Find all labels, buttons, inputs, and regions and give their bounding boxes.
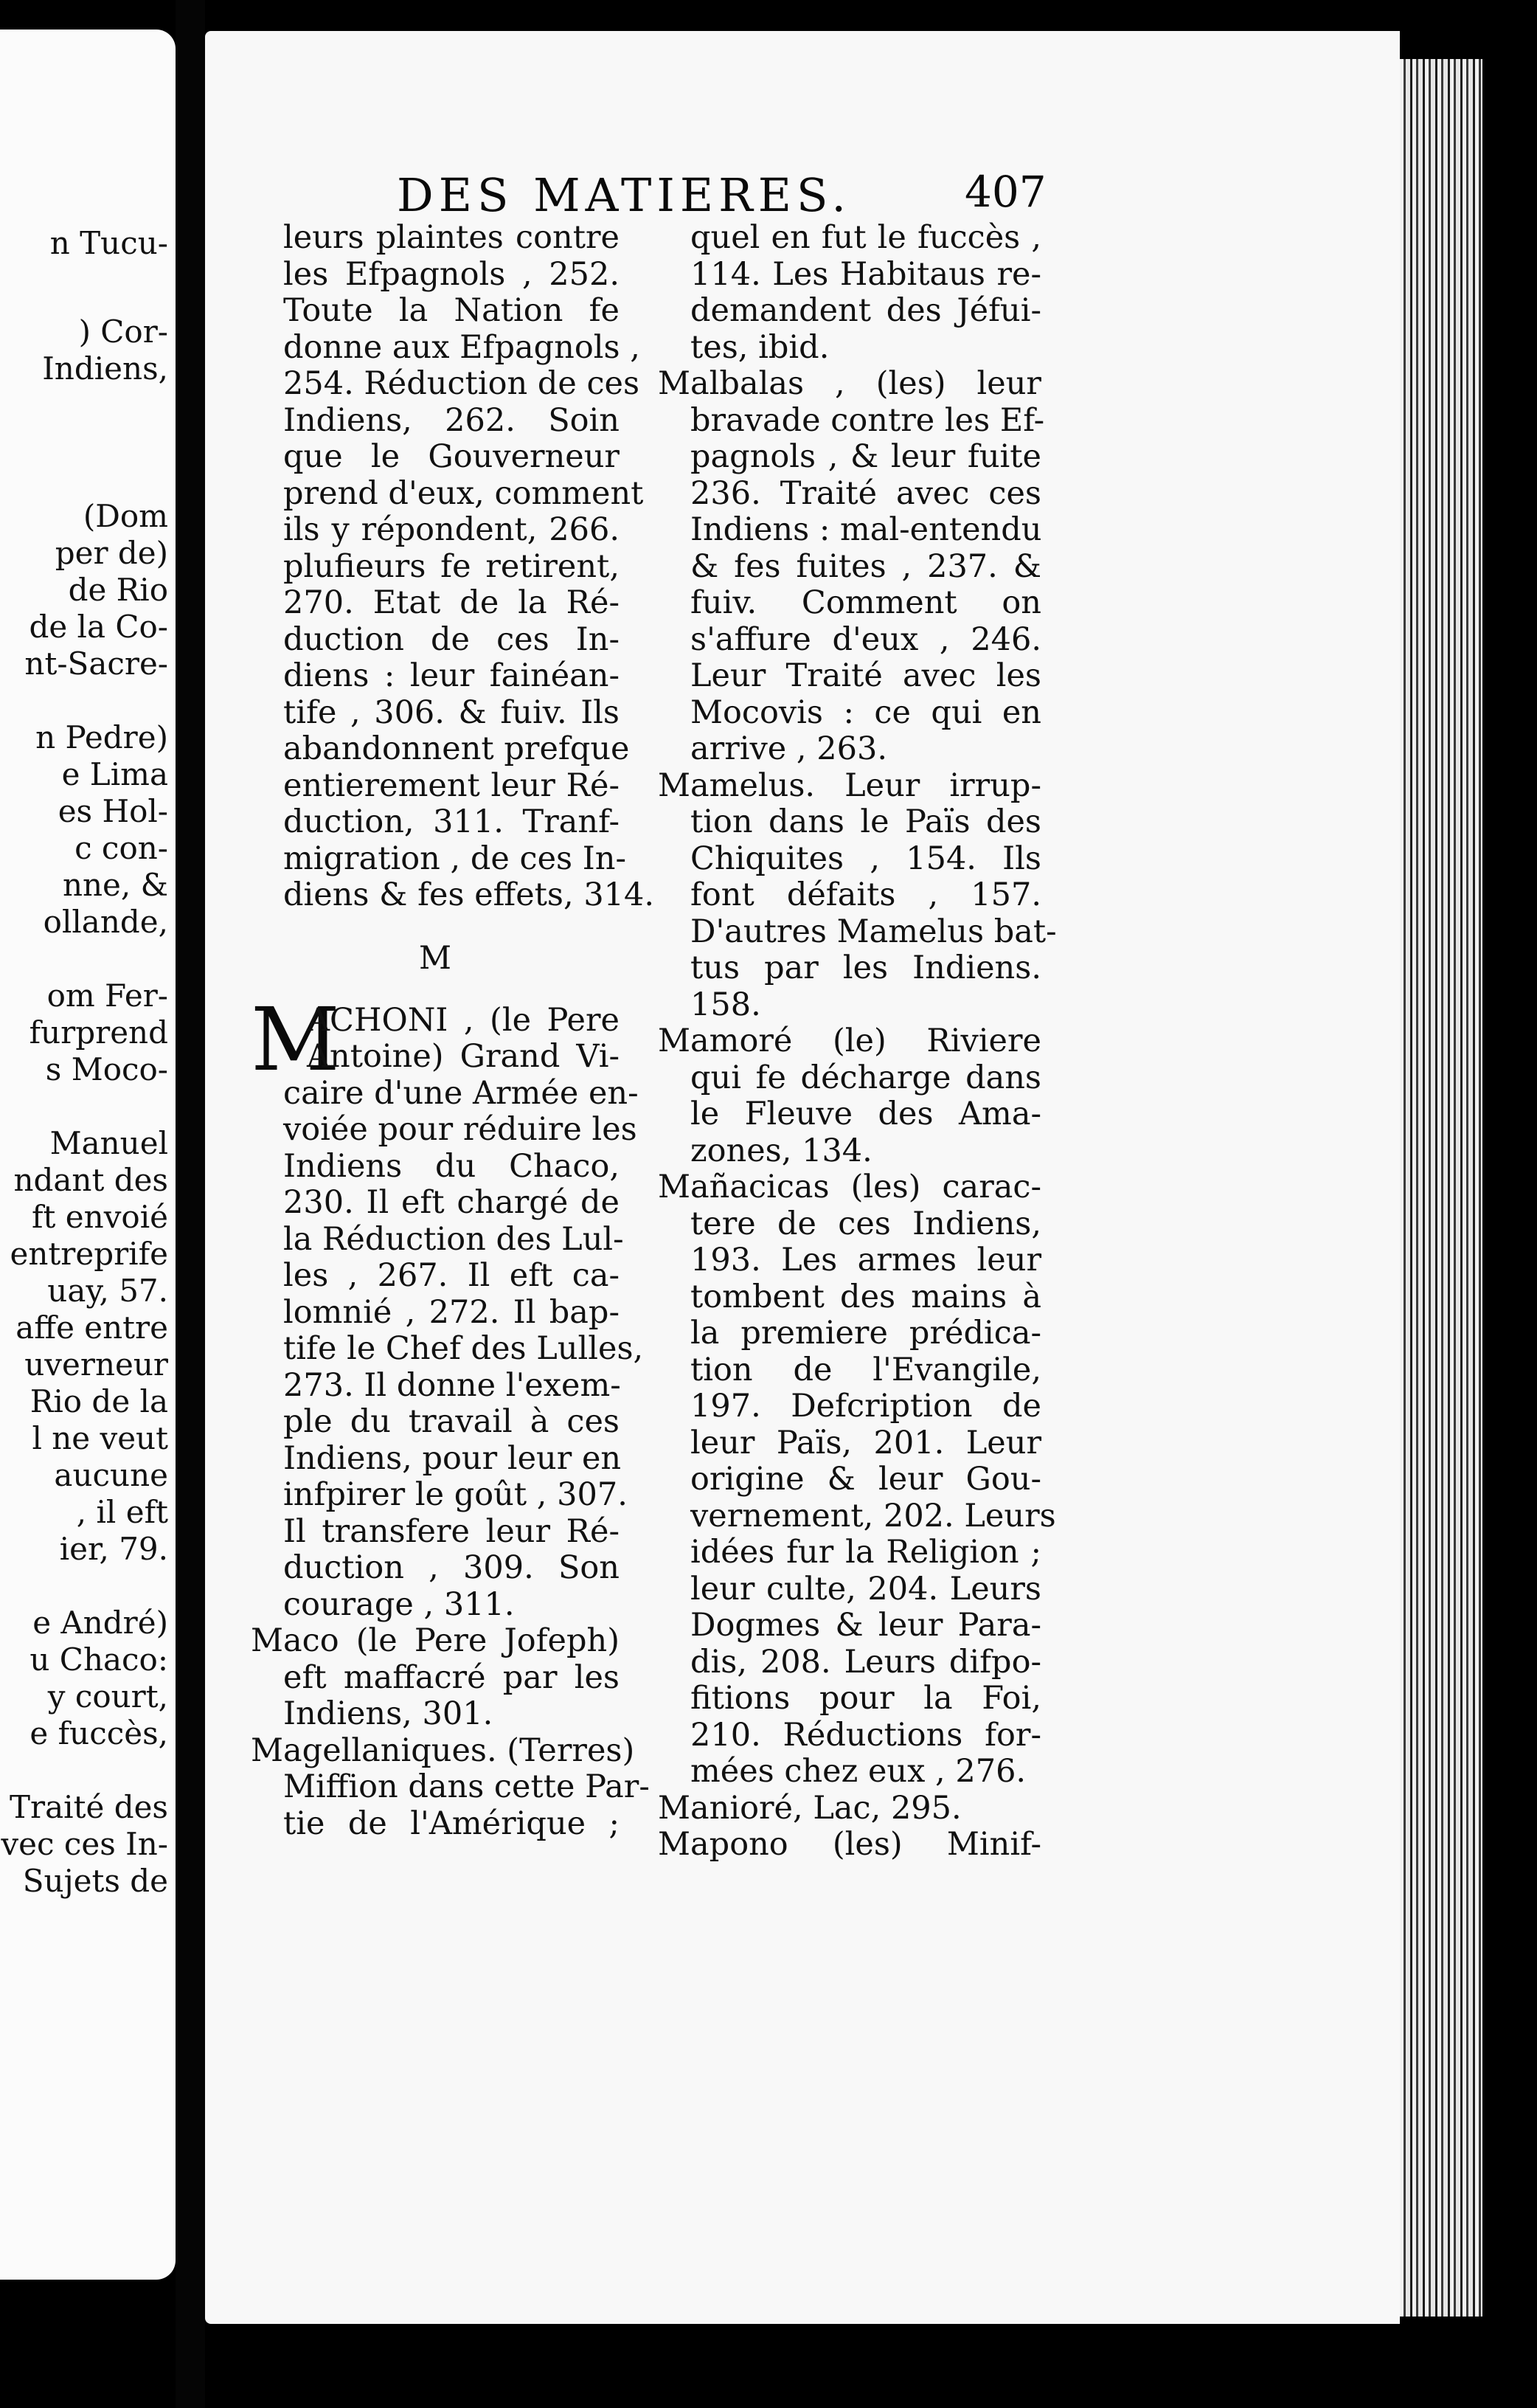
index-line: bravade contre les Ef- — [690, 401, 1045, 439]
index-line: duction, 311. Tranf- — [283, 803, 620, 840]
index-line: prend d'eux, comment — [283, 474, 644, 512]
left-page-line: n Pedre) — [35, 719, 168, 755]
dropcap-entry — [251, 988, 620, 1090]
left-page-line: Indiens, — [42, 350, 168, 387]
index-line: Indiens, 301. — [283, 1695, 493, 1732]
index-line: tes, ibid. — [690, 328, 830, 366]
left-page-line: y court, — [47, 1678, 168, 1715]
index-line: 210. Réductions for- — [690, 1716, 1041, 1754]
index-line: idées fur la Religion ; — [690, 1534, 1041, 1571]
index-line: ils y répondent, 266. — [283, 511, 620, 548]
index-line: Il transfere leur Ré- — [283, 1512, 620, 1550]
left-page-line: es Hol- — [58, 793, 168, 829]
index-line: duction de ces In- — [283, 620, 620, 658]
index-line: infpirer le goût , 307. — [283, 1476, 628, 1513]
left-page-line: de la Co- — [29, 609, 168, 645]
index-line: zones, 134. — [690, 1132, 872, 1169]
index-line: Indiens, 262. Soin — [283, 401, 620, 439]
dropcap-letter: M — [251, 988, 340, 1090]
index-line: tife , 306. & fuiv. Ils — [283, 693, 620, 731]
index-line: tere de ces Indiens, — [690, 1205, 1041, 1242]
left-page-line: Manuel — [49, 1125, 168, 1161]
index-line: donne aux Efpagnols , — [283, 328, 640, 366]
index-line: duction , 309. Son — [283, 1549, 620, 1586]
index-line: Mapono (les) Minif- — [658, 1826, 1041, 1863]
index-line: D'autres Mamelus bat- — [690, 913, 1057, 950]
left-page-line: aucune — [54, 1457, 168, 1493]
index-line: Malbalas , (les) leur — [658, 365, 1041, 402]
index-line: Leur Traité avec les — [690, 657, 1041, 694]
index-line: 114. Les Habitaus re- — [690, 255, 1041, 293]
index-line: voiée pour réduire les — [283, 1111, 637, 1148]
index-line: Maco (le Pere Jofeph) — [251, 1622, 620, 1659]
left-page-line: , il eft — [76, 1494, 168, 1530]
index-line: Dogmes & leur Para- — [690, 1607, 1041, 1644]
left-page-line: nne, & — [62, 867, 168, 903]
book-gutter — [176, 0, 205, 2408]
page-edges — [1400, 59, 1482, 2317]
index-line: 197. Defcription de — [690, 1388, 1041, 1425]
index-line: abandonnent prefque — [283, 730, 630, 767]
index-line: la Réduction des Lul- — [283, 1220, 624, 1258]
left-page-line: s Moco- — [45, 1051, 168, 1087]
index-line: tion dans le Païs des — [690, 803, 1041, 840]
index-line: Mamoré (le) Riviere — [658, 1023, 1041, 1059]
left-page-line: entreprife — [10, 1236, 168, 1272]
index-line: leur Païs, 201. Leur — [690, 1424, 1041, 1461]
left-page-line: nt-Sacre- — [24, 646, 168, 682]
index-line: 273. Il donne l'exem- — [283, 1366, 621, 1404]
index-line: demandent des Jéfui- — [690, 292, 1041, 329]
left-page-line: ollande, — [43, 904, 168, 940]
page-number: 407 — [965, 167, 1047, 217]
left-page-line: vec ces In- — [1, 1826, 168, 1862]
index-column-left — [251, 219, 655, 1842]
index-line: 270. Etat de la Ré- — [283, 584, 620, 621]
index-line: tion de l'Evangile, — [690, 1351, 1041, 1388]
left-page-line: e fuccès, — [30, 1715, 168, 1751]
left-page-line: om Fer- — [46, 978, 168, 1014]
index-line: pagnols , & leur fuite — [690, 438, 1041, 475]
index-line: qui fe décharge dans — [690, 1059, 1041, 1096]
left-page-line: Sujets de — [22, 1863, 168, 1899]
index-line: lomnié , 272. Il bap- — [283, 1293, 620, 1331]
index-line: leur culte, 204. Leurs — [690, 1570, 1041, 1608]
index-line: arrive , 263. — [690, 730, 887, 767]
index-line: tie de l'Amérique ; — [283, 1805, 620, 1842]
left-page-line: uverneur — [24, 1346, 168, 1383]
index-column-right — [658, 219, 1057, 1864]
index-line: courage , 311. — [283, 1585, 515, 1623]
index-line: migration , de ces In- — [283, 840, 626, 877]
index-line: 236. Traité avec ces — [690, 474, 1041, 512]
index-line: diens & fes effets, 314. — [283, 876, 655, 913]
left-page-line: uay, 57. — [47, 1273, 168, 1309]
index-line: les , 267. Il eft ca- — [283, 1257, 620, 1294]
index-line: origine & leur Gou- — [690, 1461, 1041, 1498]
index-line: Manioré, Lac, 295. — [658, 1789, 962, 1827]
left-page-fragment — [0, 30, 176, 2280]
index-line: Toute la Nation fe — [283, 292, 620, 329]
dropcap-line: ACHONI , (le Pere — [307, 1001, 620, 1039]
index-line: leurs plaintes contre — [283, 219, 620, 256]
index-line: Indiens : mal-entendu — [690, 511, 1042, 548]
left-page-line: Rio de la — [30, 1383, 168, 1419]
left-page-line: Traité des — [10, 1789, 168, 1825]
section-letter: M — [418, 939, 452, 977]
index-line: le Fleuve des Ama- — [690, 1096, 1041, 1132]
left-page-line: n Tucu- — [49, 225, 168, 261]
index-line: 193. Les armes leur — [690, 1242, 1041, 1279]
left-page-line: ft envoié — [32, 1199, 168, 1235]
left-page-line: u Chaco: — [30, 1641, 168, 1678]
index-line: les Efpagnols , 252. — [283, 255, 620, 293]
index-line: Indiens du Chaco, — [283, 1147, 620, 1185]
index-line: eft maffacré par les — [283, 1658, 620, 1696]
index-line: Miffion dans cette Par- — [283, 1768, 650, 1805]
index-line: Chiquites , 154. Ils — [690, 840, 1041, 877]
index-line: Mocovis : ce qui en — [690, 693, 1041, 731]
index-line: 254. Réduction de ces — [283, 365, 640, 402]
index-line: fuiv. Comment on — [690, 584, 1041, 621]
index-line: Mañacicas (les) carac- — [658, 1169, 1041, 1205]
left-page-line: ndant des — [13, 1162, 168, 1198]
index-line: plufieurs fe retirent, — [283, 547, 620, 585]
left-page-line: (Dom — [83, 498, 168, 534]
dropcap-line: Antoine) Grand Vi- — [307, 1038, 620, 1075]
index-line: & fes fuites , 237. & — [690, 547, 1041, 585]
index-line: s'affure d'eux , 246. — [690, 620, 1041, 658]
left-page-line: e Lima — [61, 756, 168, 792]
index-line: Magellaniques. (Terres) — [251, 1731, 635, 1769]
index-line: Mamelus. Leur irrup- — [658, 767, 1041, 804]
index-line: tombent des mains à — [690, 1278, 1041, 1315]
left-page-line: ) Cor- — [78, 314, 168, 350]
index-line: entierement leur Ré- — [283, 767, 620, 804]
index-line: mées chez eux , 276. — [690, 1753, 1027, 1790]
index-line: 230. Il eft chargé de — [283, 1184, 620, 1221]
left-page-line: ier, 79. — [59, 1531, 168, 1567]
index-line: caire d'une Armée en- — [283, 1074, 639, 1112]
index-line: quel en fut le fuccès , — [690, 219, 1041, 256]
index-line: fitions pour la Foi, — [690, 1680, 1041, 1717]
index-line: font défaits , 157. — [690, 876, 1041, 913]
left-page-line: l ne veut — [32, 1420, 168, 1456]
index-line: tus par les Indiens. — [690, 949, 1041, 986]
index-line: ple du travail à ces — [283, 1403, 620, 1440]
left-page-line: c con- — [74, 830, 168, 866]
left-page-line: de Rio — [68, 572, 168, 608]
running-title: DES MATIERES. — [397, 168, 852, 222]
index-line: diens : leur fainéan- — [283, 657, 620, 694]
index-line: Indiens, pour leur en — [283, 1439, 622, 1477]
index-line: la premiere prédica- — [690, 1315, 1041, 1352]
index-line: que le Gouverneur — [283, 438, 620, 475]
index-line: tife le Chef des Lulles, — [283, 1330, 644, 1367]
index-line: dis, 208. Leurs difpo- — [690, 1643, 1041, 1681]
index-line: 158. — [690, 986, 761, 1023]
left-page-line: per de) — [55, 535, 168, 571]
left-page-line: furprend — [29, 1014, 168, 1051]
index-line: vernement, 202. Leurs — [690, 1497, 1056, 1535]
left-page-line: e André) — [32, 1605, 168, 1641]
left-page-line: affe entre — [15, 1309, 168, 1346]
